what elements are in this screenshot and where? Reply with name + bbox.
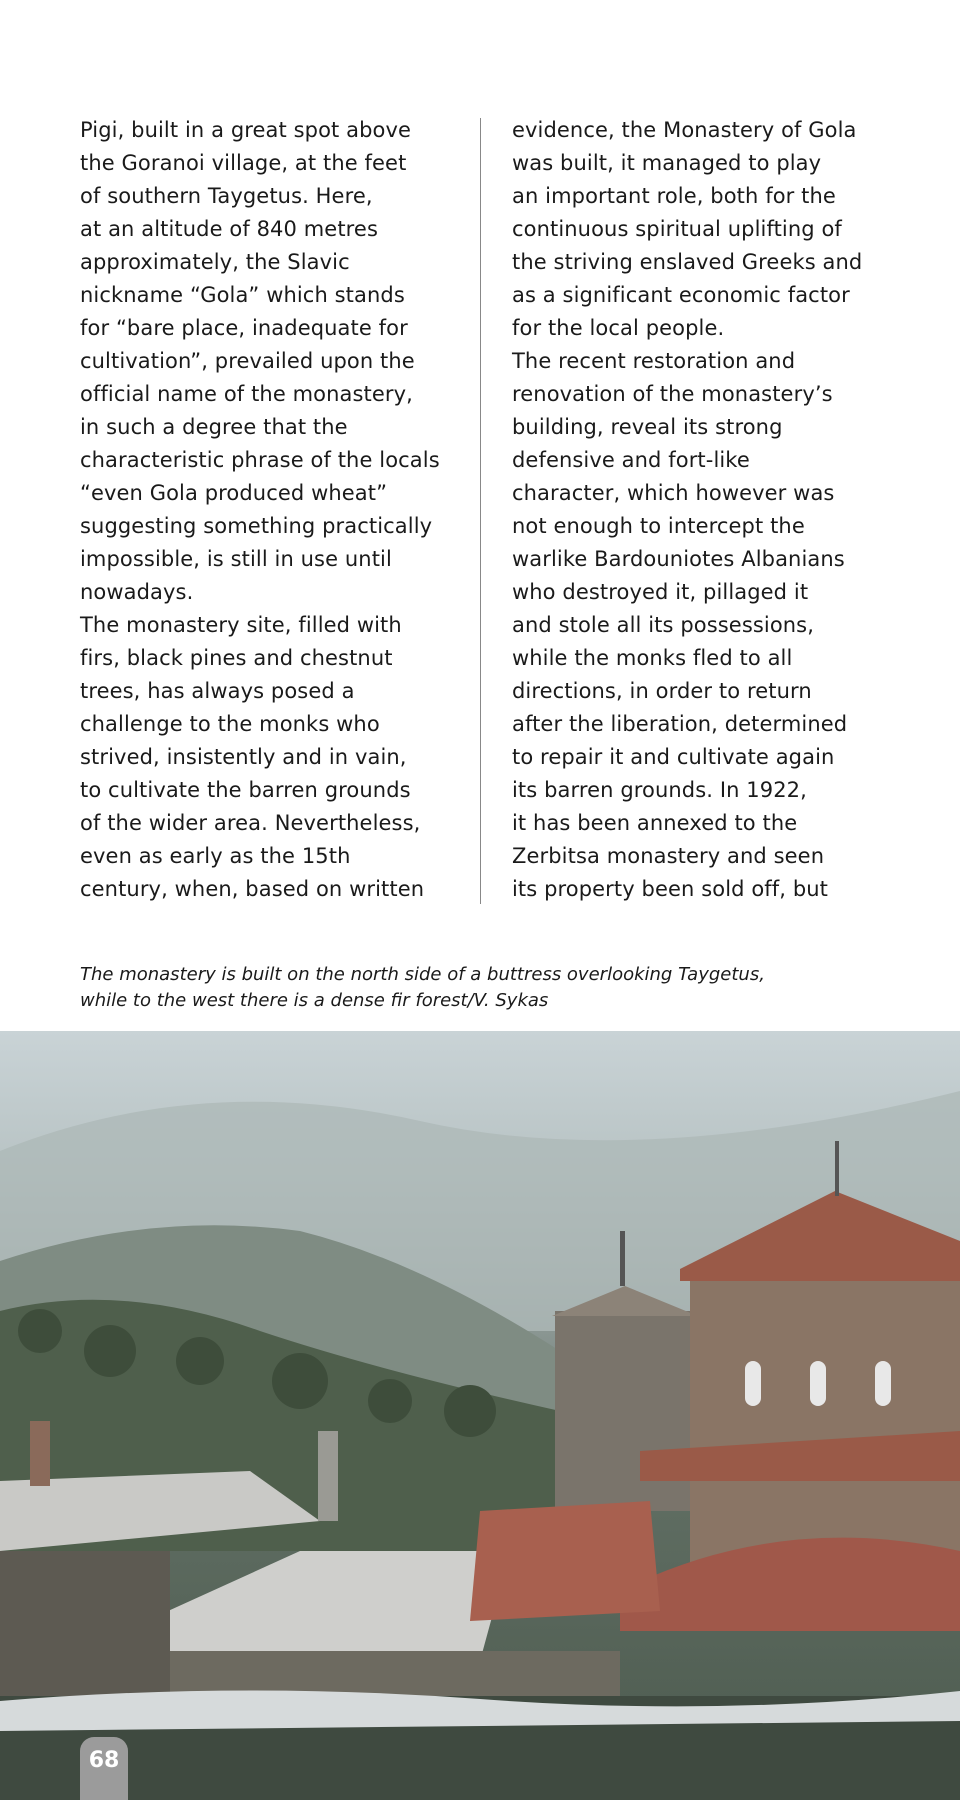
text-line: of the wider area. Nevertheless, <box>80 811 421 835</box>
text-line: while the monks fled to all <box>512 646 793 670</box>
text-line: was built, it managed to play <box>512 151 822 175</box>
text-line: an important role, both for the <box>512 184 836 208</box>
text-line: it has been annexed to the <box>512 811 798 835</box>
text-line: to cultivate the barren grounds <box>80 778 411 802</box>
text-line: trees, has always posed a <box>80 679 355 703</box>
text-line: The recent restoration and <box>512 349 796 373</box>
text-line: century, when, based on written <box>80 877 425 901</box>
text-line: and stole all its possessions, <box>512 613 815 637</box>
text-line: defensive and fort-like <box>512 448 750 472</box>
text-line: for “bare place, inadequate for <box>80 316 408 340</box>
text-line: strived, insistently and in vain, <box>80 745 407 769</box>
text-line: cultivation”, prevailed upon the <box>80 349 415 373</box>
text-line: for the local people. <box>512 316 725 340</box>
text-line: suggesting something practically <box>80 514 433 538</box>
text-line: Zerbitsa monastery and seen <box>512 844 825 868</box>
text-column-left <box>80 114 460 906</box>
text-line: not enough to intercept the <box>512 514 805 538</box>
text-line: as a significant economic factor <box>512 283 850 307</box>
text-line: renovation of the monastery’s <box>512 382 833 406</box>
text-line: to repair it and cultivate again <box>512 745 835 769</box>
text-line: nowadays. <box>80 580 194 604</box>
monastery-illustration <box>0 1031 960 1800</box>
caption-line: while to the west there is a dense fir forest/V. Sykas <box>80 990 549 1011</box>
text-line: “even Gola produced wheat” <box>80 481 388 505</box>
text-line: the Goranoi village, at the feet <box>80 151 407 175</box>
text-line: evidence, the Monastery of Gola <box>512 118 857 142</box>
text-line: challenge to the monks who <box>80 712 380 736</box>
text-line: the striving enslaved Greeks and <box>512 250 863 274</box>
text-line: its barren grounds. In 1922, <box>512 778 807 802</box>
column-divider <box>480 118 481 904</box>
text-line: The monastery site, filled with <box>80 613 402 637</box>
text-line: official name of the monastery, <box>80 382 413 406</box>
text-line: impossible, is still in use until <box>80 547 392 571</box>
photo-caption <box>80 962 765 1014</box>
text-line: approximately, the Slavic <box>80 250 350 274</box>
monastery-photo <box>0 1031 960 1800</box>
text-line: directions, in order to return <box>512 679 812 703</box>
text-line: continuous spiritual uplifting of <box>512 217 842 241</box>
text-column-right <box>512 114 912 906</box>
text-line: in such a degree that the <box>80 415 348 439</box>
text-line: its property been sold off, but <box>512 877 828 901</box>
text-line: character, which however was <box>512 481 835 505</box>
text-line: building, reveal its strong <box>512 415 783 439</box>
text-line: nickname “Gola” which stands <box>80 283 405 307</box>
text-line: warlike Bardouniotes Albanians <box>512 547 845 571</box>
text-line: at an altitude of 840 metres <box>80 217 378 241</box>
text-line: who destroyed it, pillaged it <box>512 580 809 604</box>
text-line: characteristic phrase of the locals <box>80 448 440 472</box>
text-line: even as early as the 15th <box>80 844 351 868</box>
text-line: firs, black pines and chestnut <box>80 646 393 670</box>
page-number-badge: 68 <box>80 1737 128 1800</box>
text-line: Pigi, built in a great spot above <box>80 118 412 142</box>
text-line: after the liberation, determined <box>512 712 848 736</box>
caption-line: The monastery is built on the north side of a buttress overlooking Taygetus, <box>80 964 765 985</box>
text-line: of southern Taygetus. Here, <box>80 184 373 208</box>
